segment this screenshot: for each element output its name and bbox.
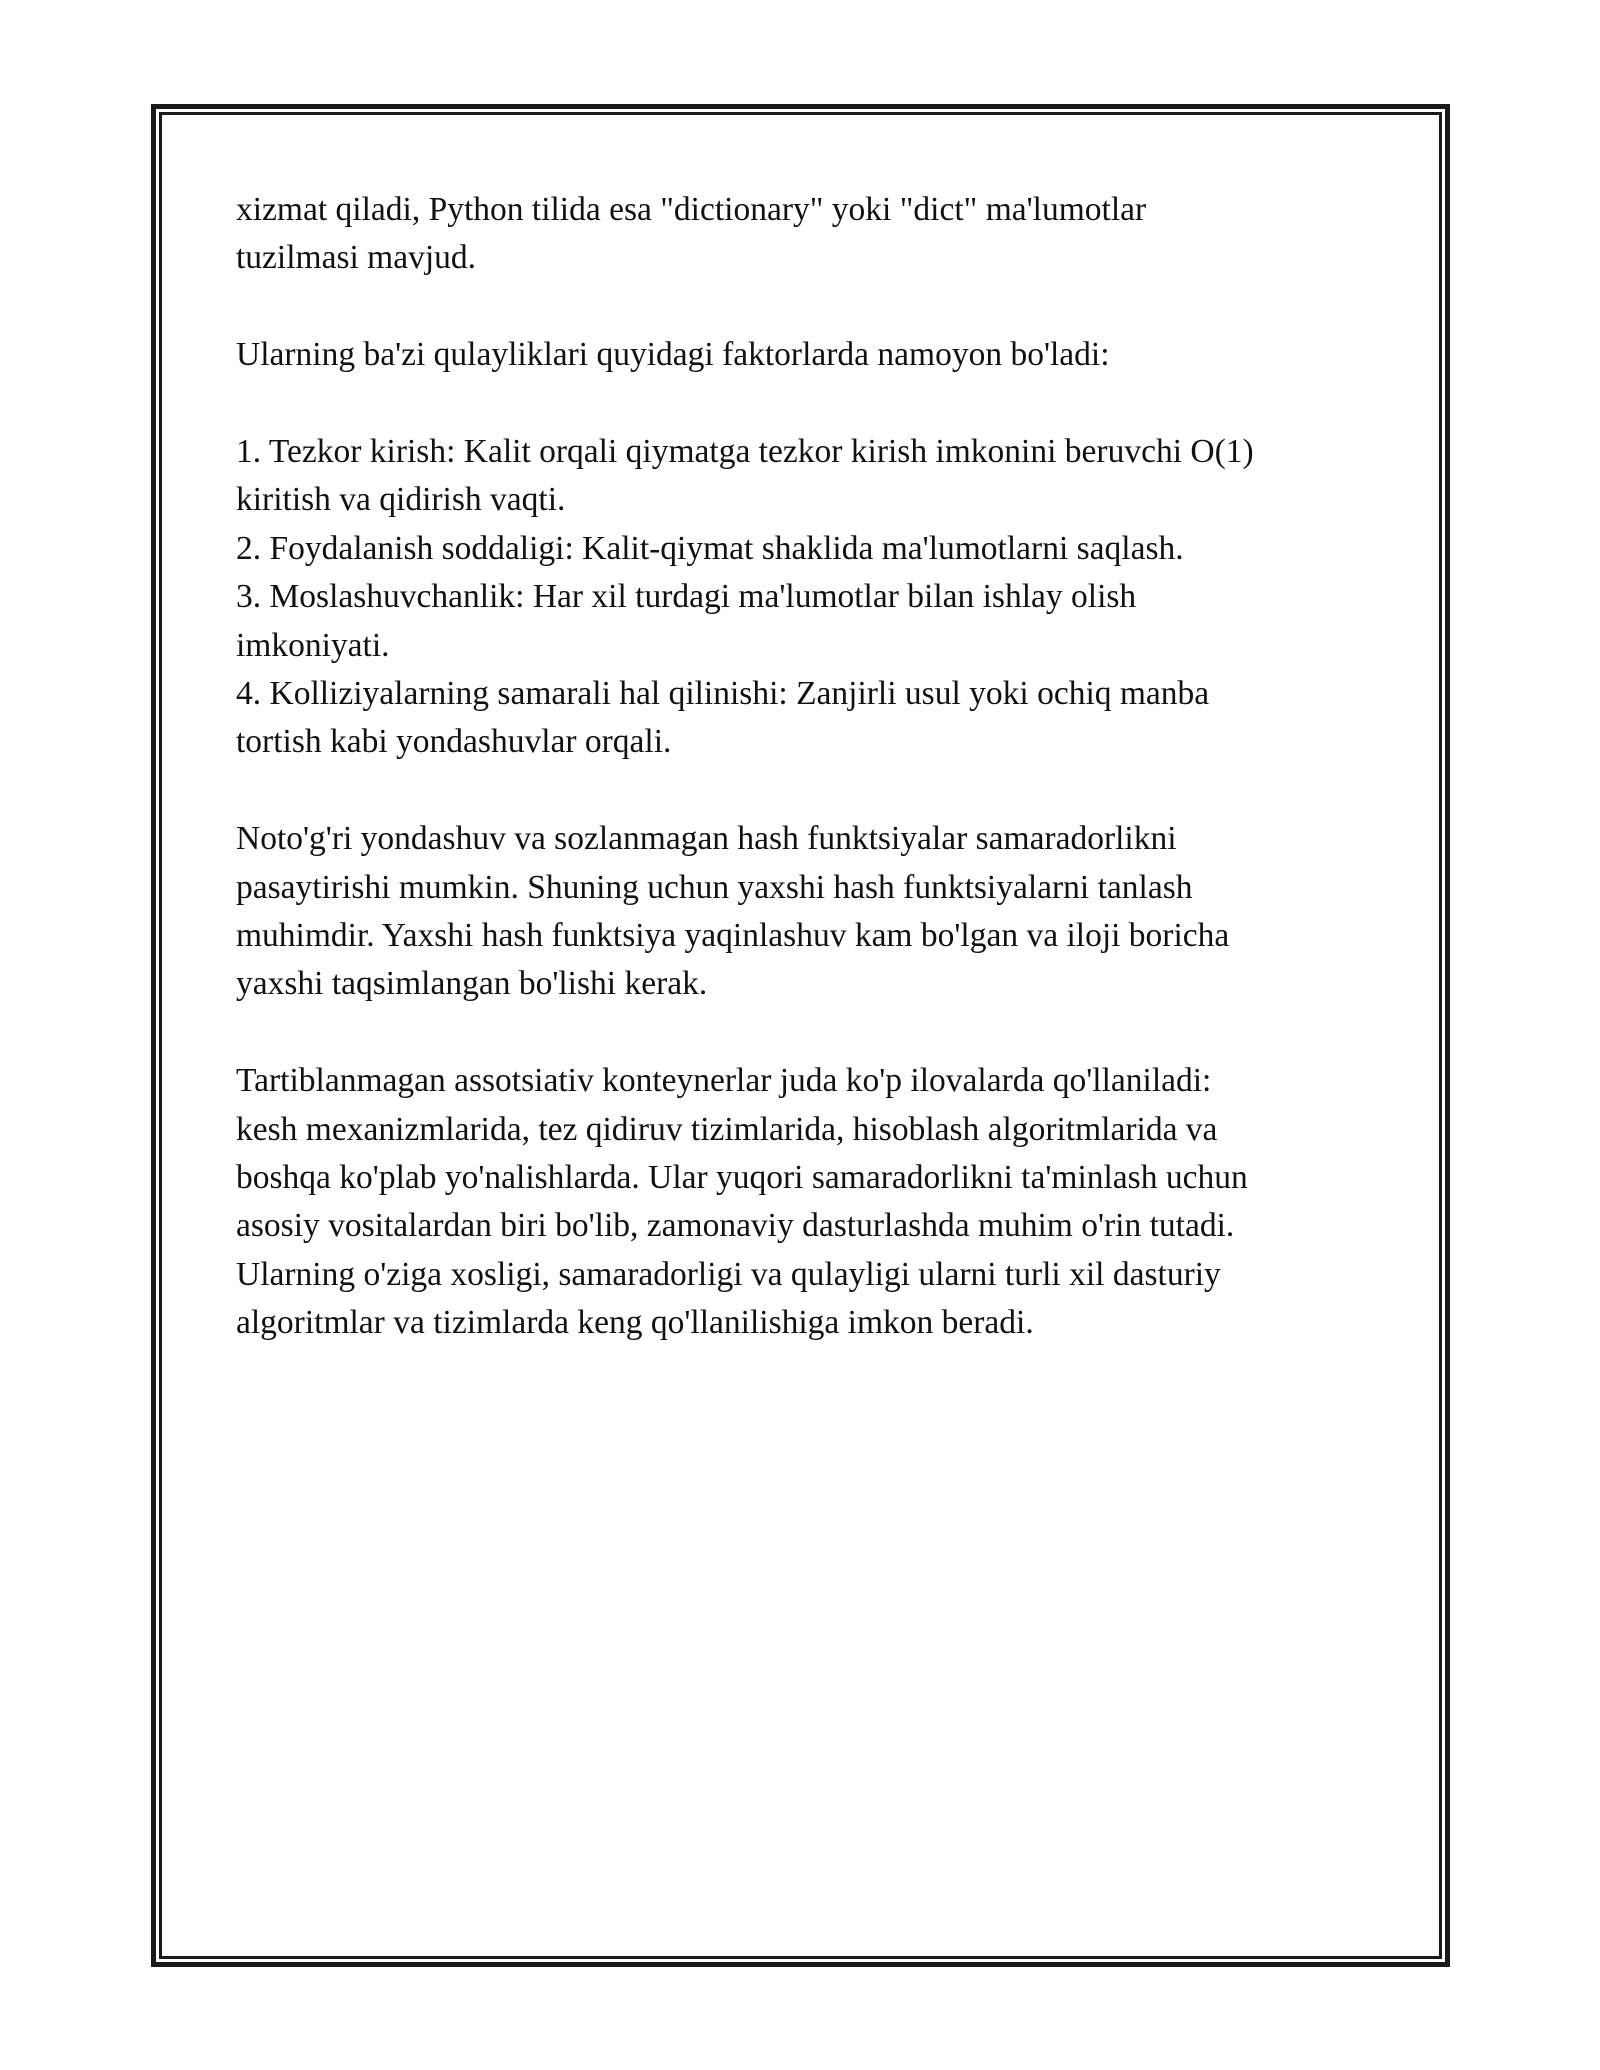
text-line: tuzilmasi mavjud. [236, 239, 477, 277]
list-item-line: kiritish va qidirish vaqti. [236, 481, 566, 519]
text-line: Noto'g'ri yondashuv va sozlanmagan hash funktsiyalar samaradorlikni [236, 820, 1177, 858]
text-line: Ularning ba'zi qulayliklari quyidagi faktorlarda namoyon bo'ladi: [236, 336, 1110, 374]
text-line: Tartiblanmagan assotsiativ konteynerlar juda ko'p ilovalarda qo'llaniladi: [236, 1062, 1212, 1100]
text-line: kesh mexanizmlarida, tez qidiruv tizimlarida, hisoblash algoritmlarida va [236, 1110, 1218, 1148]
text-line: muhimdir. Yaxshi hash funktsiya yaqinlashuv kam bo'lgan va iloji boricha [236, 917, 1230, 955]
paragraph-advantages-intro [236, 331, 1386, 379]
list-item-line: tortish kabi yondashuvlar orqali. [236, 723, 672, 761]
paragraph-advantages-list [236, 428, 1386, 767]
list-item-line: 2. Foydalanish soddaligi: Kalit-qiymat shaklida ma'lumotlarni saqlash. [236, 529, 1184, 567]
text-line: yaxshi taqsimlangan bo'lishi kerak. [236, 965, 708, 1003]
text-line: pasaytirishi mumkin. Shuning uchun yaxshi hash funktsiyalarni tanlash [236, 868, 1193, 906]
paragraph-hash-functions [236, 815, 1386, 1009]
list-item-line: 3. Moslashuvchanlik: Har xil turdagi ma'lumotlar bilan ishlay olish [236, 578, 1137, 616]
text-line: Ularning o'ziga xosligi, samaradorligi va qulayligi ularni turli xil dasturiy [236, 1255, 1221, 1293]
document-body [236, 186, 1386, 1396]
paragraph-applications [236, 1057, 1386, 1347]
text-line: algoritmlar va tizimlarda keng qo'llanilishiga imkon beradi. [236, 1304, 1034, 1342]
text-line: xizmat qiladi, Python tilida esa "dictionary" yoki "dict" ma'lumotlar [236, 191, 1147, 228]
list-item-line: imkoniyati. [236, 626, 390, 664]
list-item-line: 4. Kolliziyalarning samarali hal qilinishi: Zanjirli usul yoki ochiq manba [236, 675, 1210, 713]
paragraph-python-dict [236, 186, 1386, 283]
text-line: boshqa ko'plab yo'nalishlarda. Ular yuqori samaradorlikni ta'minlash uchun [236, 1159, 1248, 1197]
list-item-line: 1. Tezkor kirish: Kalit orqali qiymatga tezkor kirish imkonini beruvchi O(1) [236, 433, 1254, 470]
text-line: asosiy vositalardan biri bo'lib, zamonaviy dasturlashda muhim o'rin tutadi. [236, 1207, 1235, 1245]
